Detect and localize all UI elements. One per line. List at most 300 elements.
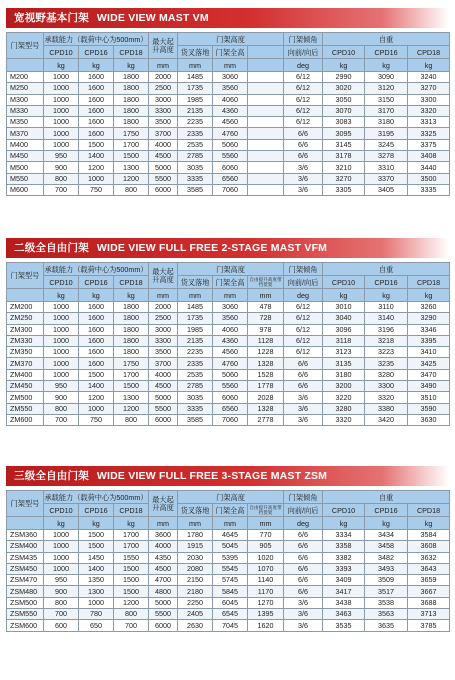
table-row <box>7 83 450 94</box>
table-cell: 4350 <box>149 552 178 563</box>
table-cell: 1600 <box>79 335 114 346</box>
table-cell: 1700 <box>114 541 149 552</box>
table-cell: 6/12 <box>284 83 323 94</box>
table-cell: 1500 <box>79 541 114 552</box>
table-cell: 1600 <box>79 313 114 324</box>
table-cell: 6/6 <box>284 358 323 369</box>
table-cell: 3118 <box>323 335 365 346</box>
table-cell: 800 <box>44 173 79 184</box>
row-model: M300 <box>7 94 44 105</box>
table-cell: 1500 <box>114 575 149 586</box>
table-cell: 1778 <box>248 381 284 392</box>
table-cell: 6560 <box>213 173 248 184</box>
table-cell: 1300 <box>79 586 114 597</box>
table-cell: 6/12 <box>284 117 323 128</box>
table-cell: 1700 <box>114 530 149 541</box>
unit-cell: kg <box>408 517 450 530</box>
table-cell: 1400 <box>79 563 114 574</box>
table-cell: 2150 <box>178 575 213 586</box>
table-cell: 1000 <box>44 369 79 380</box>
section-banner <box>6 8 449 28</box>
table-cell: 3110 <box>365 302 408 313</box>
table-cell: 6/6 <box>284 586 323 597</box>
unit-cell: mm <box>178 517 213 530</box>
table-cell: 1300 <box>114 392 149 403</box>
table-cell: 3300 <box>365 381 408 392</box>
header-model-1: CPD16 <box>79 504 114 517</box>
table-cell: 3270 <box>408 83 450 94</box>
table-cell <box>248 151 284 162</box>
table-cell: 1500 <box>79 530 114 541</box>
table-cell: 1000 <box>44 552 79 563</box>
table-cell: 3/6 <box>284 620 323 631</box>
table-cell: 6060 <box>213 392 248 403</box>
table-cell: 3600 <box>149 530 178 541</box>
table-cell: 3630 <box>408 414 450 425</box>
table-cell: 3/6 <box>284 403 323 414</box>
table-cell: 1000 <box>44 72 79 83</box>
row-model: ZM600 <box>7 414 44 425</box>
table-cell: 800 <box>114 414 149 425</box>
table-cell <box>248 128 284 139</box>
header-weight: 自重 <box>323 33 450 46</box>
table-cell: 1600 <box>79 358 114 369</box>
table-cell: 2135 <box>178 105 213 116</box>
table-cell: 3/6 <box>284 162 323 173</box>
table-cell: 5000 <box>149 392 178 403</box>
table-cell: 4500 <box>149 381 178 392</box>
row-model: M330 <box>7 105 44 116</box>
table-cell: 3500 <box>408 173 450 184</box>
table-cell: 3667 <box>408 586 450 597</box>
table-cell: 3145 <box>323 139 365 150</box>
table-cell: 3335 <box>178 173 213 184</box>
table-cell: 5845 <box>213 586 248 597</box>
unit-cell: kg <box>79 517 114 530</box>
table-cell: 1400 <box>79 151 114 162</box>
unit-cell: mm <box>178 289 213 302</box>
row-model: ZSM500 <box>7 597 44 608</box>
table-cell: 6000 <box>149 414 178 425</box>
table-cell: 1500 <box>114 381 149 392</box>
table-cell: 3195 <box>365 128 408 139</box>
table-cell: 6045 <box>213 597 248 608</box>
table-cell: 3320 <box>365 392 408 403</box>
table-cell: 4000 <box>149 139 178 150</box>
unit-cell: mm <box>213 289 248 302</box>
row-model: M550 <box>7 173 44 184</box>
table-cell: 1000 <box>44 83 79 94</box>
table-cell: 1915 <box>178 541 213 552</box>
table-cell: 1600 <box>79 83 114 94</box>
table-cell: 2990 <box>323 72 365 83</box>
header-free-lift <box>248 46 284 59</box>
row-model: ZSM480 <box>7 586 44 597</box>
table-cell <box>248 184 284 195</box>
table-cell: 770 <box>248 530 284 541</box>
table-cell: 1735 <box>178 83 213 94</box>
table-cell: 6/12 <box>284 335 323 346</box>
table-cell: 3538 <box>365 597 408 608</box>
unit-cell: kg <box>408 289 450 302</box>
table-cell: 3458 <box>365 541 408 552</box>
table-cell: 1000 <box>44 541 79 552</box>
table-row <box>7 324 450 335</box>
table-cell: 1600 <box>79 94 114 105</box>
table-cell: 3500 <box>149 117 178 128</box>
table-cell: 1000 <box>79 173 114 184</box>
table-row <box>7 139 450 150</box>
header-weight-model-1: CPD16 <box>365 46 408 59</box>
table-cell: 6/12 <box>284 313 323 324</box>
table-cell: 3393 <box>323 563 365 574</box>
section-title-en: WIDE VIEW FULL FREE 3-STAGE MAST ZSM <box>96 470 328 482</box>
header-model-0: CPD10 <box>44 276 79 289</box>
table-row <box>7 151 450 162</box>
table-cell: 5060 <box>213 139 248 150</box>
units-spacer <box>7 517 44 530</box>
table-cell: 1400 <box>79 381 114 392</box>
table-cell: 1800 <box>114 302 149 313</box>
table-cell: 5545 <box>213 563 248 574</box>
table-cell: 6545 <box>213 609 248 620</box>
table-cell: 1200 <box>79 392 114 403</box>
table-cell <box>248 94 284 105</box>
unit-cell: kg <box>44 59 79 72</box>
header-model-2: CPD18 <box>114 46 149 59</box>
table-cell: 3180 <box>323 369 365 380</box>
row-model: M250 <box>7 83 44 94</box>
table-row <box>7 620 450 631</box>
table-cell: 2335 <box>178 358 213 369</box>
table-cell: 6060 <box>213 162 248 173</box>
unit-cell: kg <box>365 289 408 302</box>
table-cell: 3020 <box>323 83 365 94</box>
table-cell: 7060 <box>213 184 248 195</box>
unit-cell: kg <box>114 517 149 530</box>
header-tilt: 门架倾角 <box>284 33 323 46</box>
table-cell: 3590 <box>408 403 450 414</box>
table-cell: 5060 <box>213 369 248 380</box>
table-cell: 3090 <box>365 72 408 83</box>
table-cell: 3305 <box>323 184 365 195</box>
header-model-1: CPD16 <box>79 276 114 289</box>
table-cell: 1800 <box>114 72 149 83</box>
row-model: ZM550 <box>7 403 44 414</box>
table-cell: 3083 <box>323 117 365 128</box>
table-cell: 6/6 <box>284 381 323 392</box>
row-model: M400 <box>7 139 44 150</box>
table-cell: 3700 <box>149 128 178 139</box>
table-cell: 3170 <box>365 105 408 116</box>
table-row <box>7 552 450 563</box>
header-lowered: 货叉落地 <box>178 504 213 517</box>
table-cell: 1550 <box>114 552 149 563</box>
table-row <box>7 105 450 116</box>
table-cell: 1985 <box>178 324 213 335</box>
table-cell: 1170 <box>248 586 284 597</box>
table-cell: 3358 <box>323 541 365 552</box>
table-row <box>7 530 450 541</box>
table-cell: 3/6 <box>284 414 323 425</box>
table-cell: 6/6 <box>284 151 323 162</box>
table-cell: 3/6 <box>284 609 323 620</box>
spec-table <box>6 32 450 196</box>
header-fully-extended: 门架全高 <box>213 504 248 517</box>
spec-table <box>6 490 450 632</box>
table-row <box>7 358 450 369</box>
unit-cell: kg <box>323 59 365 72</box>
unit-cell: deg <box>284 59 323 72</box>
table-cell: 3235 <box>365 358 408 369</box>
table-cell: 2000 <box>149 72 178 83</box>
table-cell: 3280 <box>365 369 408 380</box>
table-cell: 3260 <box>408 302 450 313</box>
table-cell: 2785 <box>178 381 213 392</box>
table-cell: 3632 <box>408 552 450 563</box>
table-cell: 6/6 <box>284 563 323 574</box>
table-cell: 1500 <box>79 139 114 150</box>
header-fully-extended: 门架全高 <box>213 276 248 289</box>
unit-cell: kg <box>79 59 114 72</box>
table-cell: 3560 <box>213 83 248 94</box>
header-capacity: 承载能力（载荷中心为500mm） <box>44 34 148 44</box>
header-model-0: CPD10 <box>44 46 79 59</box>
table-cell: 4360 <box>213 335 248 346</box>
table-cell: 3310 <box>365 162 408 173</box>
table-cell: 978 <box>248 324 284 335</box>
table-cell: 905 <box>248 541 284 552</box>
table-cell: 2785 <box>178 151 213 162</box>
table-cell: 2235 <box>178 347 213 358</box>
unit-cell: mm <box>178 59 213 72</box>
row-model: ZM400 <box>7 369 44 380</box>
unit-cell: mm <box>149 517 178 530</box>
table-cell: 2630 <box>178 620 213 631</box>
table-cell: 2000 <box>149 302 178 313</box>
table-cell: 6/6 <box>284 530 323 541</box>
table-cell: 900 <box>44 162 79 173</box>
unit-cell: kg <box>114 59 149 72</box>
table-cell: 3535 <box>323 620 365 631</box>
table-cell: 2500 <box>149 313 178 324</box>
table-cell: 4800 <box>149 586 178 597</box>
table-cell: 3000 <box>149 94 178 105</box>
table-cell: 478 <box>248 302 284 313</box>
table-cell: 3395 <box>408 335 450 346</box>
table-cell: 1200 <box>114 173 149 184</box>
unit-cell: deg <box>284 289 323 302</box>
section-vm <box>6 8 449 196</box>
table-row <box>7 173 450 184</box>
unit-cell: kg <box>44 289 79 302</box>
units-spacer <box>7 59 44 72</box>
table-cell: 3/6 <box>284 184 323 195</box>
row-model: M200 <box>7 72 44 83</box>
table-cell: 1270 <box>248 597 284 608</box>
table-cell: 900 <box>44 392 79 403</box>
table-cell: 1140 <box>248 575 284 586</box>
table-cell: 1800 <box>114 335 149 346</box>
unit-cell: kg <box>323 289 365 302</box>
table-cell: 3300 <box>149 105 178 116</box>
row-model: ZSM600 <box>7 620 44 631</box>
table-cell: 3245 <box>365 139 408 150</box>
table-cell: 3218 <box>365 335 408 346</box>
table-cell: 1000 <box>44 358 79 369</box>
table-cell: 728 <box>248 313 284 324</box>
table-cell: 3270 <box>323 173 365 184</box>
table-cell: 4760 <box>213 128 248 139</box>
table-cell: 3585 <box>178 414 213 425</box>
table-cell: 2535 <box>178 369 213 380</box>
row-model: ZM300 <box>7 324 44 335</box>
table-cell: 6560 <box>213 403 248 414</box>
table-cell: 3000 <box>149 324 178 335</box>
table-cell: 3490 <box>408 381 450 392</box>
table-row <box>7 392 450 403</box>
table-cell: 1800 <box>114 347 149 358</box>
table-cell: 2235 <box>178 117 213 128</box>
section-title-cn: 宽视野基本门架 <box>14 12 89 24</box>
table-cell: 3375 <box>408 139 450 150</box>
table-cell: 6/12 <box>284 324 323 335</box>
table-cell: 1485 <box>178 302 213 313</box>
table-cell: 2250 <box>178 597 213 608</box>
table-cell: 1800 <box>114 105 149 116</box>
table-cell: 3410 <box>408 347 450 358</box>
table-cell: 4060 <box>213 94 248 105</box>
table-cell: 6/6 <box>284 369 323 380</box>
table-cell: 3178 <box>323 151 365 162</box>
header-capacity: 承载能力（载荷中心为500mm） <box>44 492 148 502</box>
table-cell: 3500 <box>149 347 178 358</box>
section-title-cn: 二级全自由门架 <box>14 242 89 254</box>
unit-cell: kg <box>408 59 450 72</box>
table-cell: 1500 <box>114 563 149 574</box>
table-cell: 3643 <box>408 563 450 574</box>
table-cell: 6/6 <box>284 128 323 139</box>
table-cell: 5000 <box>149 597 178 608</box>
table-cell: 3060 <box>213 302 248 313</box>
table-cell: 1485 <box>178 72 213 83</box>
table-cell: 3434 <box>365 530 408 541</box>
table-cell: 1000 <box>44 105 79 116</box>
table-cell: 1600 <box>79 72 114 83</box>
table-cell: 1800 <box>114 83 149 94</box>
table-cell: 800 <box>114 184 149 195</box>
table-cell <box>248 72 284 83</box>
header-max-lift: 最大起升高度 <box>149 491 178 517</box>
table-cell: 3280 <box>323 403 365 414</box>
header-free-lift: 自由提升高度带挡货架 <box>249 505 282 515</box>
table-cell: 700 <box>114 620 149 631</box>
table-row <box>7 117 450 128</box>
table-cell: 700 <box>44 414 79 425</box>
table-cell: 3123 <box>323 347 365 358</box>
table-cell: 4500 <box>149 151 178 162</box>
table-row <box>7 162 450 173</box>
table-cell: 2080 <box>178 563 213 574</box>
table-cell: 750 <box>79 414 114 425</box>
table-cell: 3563 <box>365 609 408 620</box>
header-mast-height: 门架高度 <box>178 33 284 46</box>
table-cell: 3409 <box>323 575 365 586</box>
table-cell: 950 <box>44 381 79 392</box>
table-cell: 3335 <box>408 184 450 195</box>
unit-cell: mm <box>149 59 178 72</box>
row-model: M600 <box>7 184 44 195</box>
table-row <box>7 369 450 380</box>
table-cell: 1800 <box>114 94 149 105</box>
table-cell: 1700 <box>114 369 149 380</box>
table-cell: 3210 <box>323 162 365 173</box>
table-cell: 1000 <box>44 563 79 574</box>
table-row <box>7 541 450 552</box>
section-vfm <box>6 238 449 426</box>
table-cell: 1600 <box>79 128 114 139</box>
table-cell: 700 <box>44 609 79 620</box>
table-cell: 1600 <box>79 105 114 116</box>
table-cell: 2535 <box>178 139 213 150</box>
header-weight: 自重 <box>323 263 450 276</box>
table-row <box>7 302 450 313</box>
table-cell: 3325 <box>408 128 450 139</box>
table-cell: 1600 <box>79 302 114 313</box>
table-cell: 3334 <box>323 530 365 541</box>
section-title-en: WIDE VIEW FULL FREE 2-STAGE MAST VFM <box>96 242 328 254</box>
table-cell: 3200 <box>323 381 365 392</box>
table-cell: 3240 <box>408 72 450 83</box>
table-cell: 3180 <box>365 117 408 128</box>
table-cell <box>248 117 284 128</box>
table-cell: 2030 <box>178 552 213 563</box>
header-mast-height: 门架高度 <box>178 491 284 504</box>
table-cell: 4645 <box>213 530 248 541</box>
table-cell: 1020 <box>248 552 284 563</box>
table-cell: 4760 <box>213 358 248 369</box>
table-cell: 5500 <box>149 609 178 620</box>
table-row <box>7 313 450 324</box>
table-cell: 1528 <box>248 369 284 380</box>
row-model: ZM200 <box>7 302 44 313</box>
table-cell: 1500 <box>114 151 149 162</box>
header-weight-model-0: CPD10 <box>323 276 365 289</box>
table-cell: 3482 <box>365 552 408 563</box>
row-model: ZM450 <box>7 381 44 392</box>
table-cell: 1395 <box>248 609 284 620</box>
row-model: ZM350 <box>7 347 44 358</box>
table-cell: 1000 <box>44 94 79 105</box>
table-cell: 1000 <box>79 403 114 414</box>
table-cell: 3346 <box>408 324 450 335</box>
table-cell: 650 <box>79 620 114 631</box>
table-row <box>7 586 450 597</box>
table-cell: 1735 <box>178 313 213 324</box>
unit-cell <box>248 59 284 72</box>
units-spacer <box>7 289 44 302</box>
table-cell: 2335 <box>178 128 213 139</box>
table-cell: 3335 <box>178 403 213 414</box>
table-cell: 5045 <box>213 541 248 552</box>
table-cell: 3408 <box>408 151 450 162</box>
unit-cell: deg <box>284 517 323 530</box>
table-cell: 4000 <box>149 369 178 380</box>
table-cell: 780 <box>79 609 114 620</box>
table-cell: 6/12 <box>284 72 323 83</box>
table-cell: 1000 <box>44 117 79 128</box>
table-cell: 1000 <box>44 302 79 313</box>
